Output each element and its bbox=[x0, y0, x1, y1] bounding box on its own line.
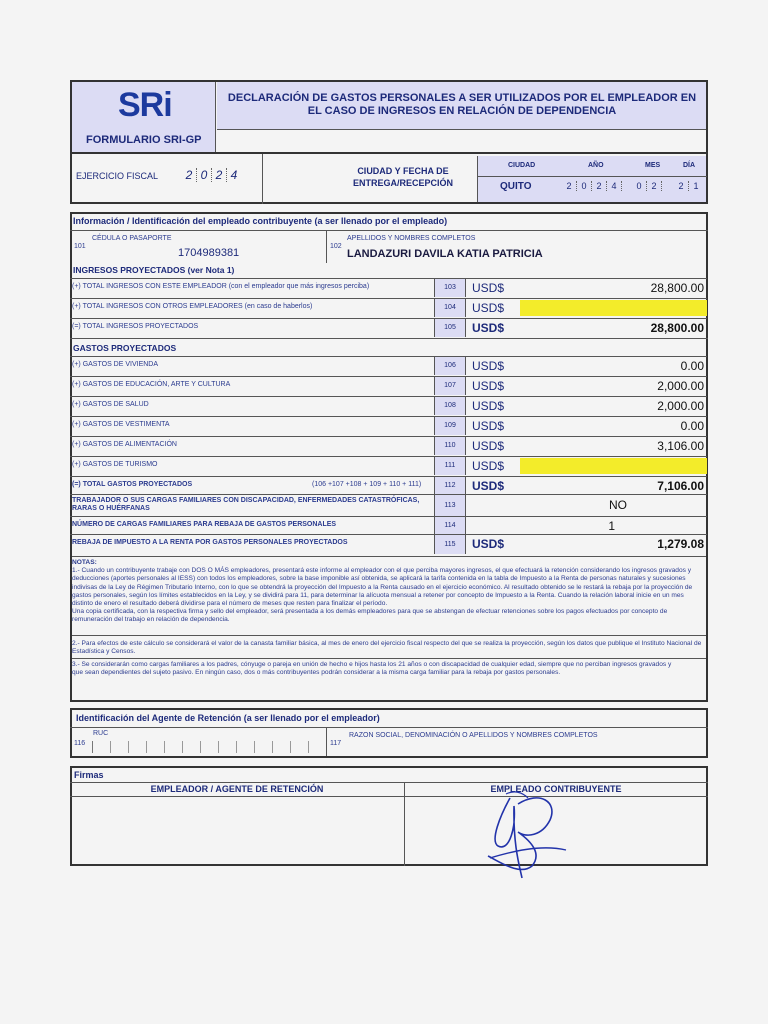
divider bbox=[404, 782, 405, 866]
divider bbox=[72, 658, 706, 659]
digit: 2 bbox=[562, 181, 577, 191]
row-number: 104 bbox=[434, 299, 466, 317]
divider bbox=[70, 782, 708, 783]
row-number: 108 bbox=[434, 397, 466, 415]
row-label: (+) GASTOS DE SALUD bbox=[72, 401, 149, 408]
signatures-section bbox=[70, 766, 708, 866]
digit: 2 bbox=[674, 181, 689, 191]
notes-title: NOTAS: bbox=[72, 559, 97, 566]
field-102: 102 bbox=[330, 243, 342, 250]
divider bbox=[70, 727, 708, 728]
name-value: LANDAZURI DAVILA KATIA PATRICIA bbox=[347, 248, 543, 260]
col-day: DÍA bbox=[683, 162, 696, 169]
field-117: 117 bbox=[330, 740, 342, 747]
signatures-title: Firmas bbox=[74, 770, 104, 780]
row-label: (+) TOTAL INGRESOS CON OTROS EMPLEADORES (en caso de haberlos) bbox=[72, 303, 313, 310]
note-1b: Una copia certificada, con la respectiva firma y sello del empleador, será presentada a los demás empleadores para que se abstengan de efectuar retenciones sobre los pagos efectuados por concepto de remuneración del trabajo en relación de dependencia. bbox=[72, 608, 668, 624]
row-label: (+) GASTOS DE VIVIENDA bbox=[72, 361, 159, 368]
amount: 28,800.00 bbox=[650, 281, 704, 295]
id-label: CÉDULA O PASAPORTE bbox=[92, 235, 172, 242]
amount: 2,000.00 bbox=[657, 399, 704, 413]
divider bbox=[262, 154, 263, 204]
amount: 0.00 bbox=[680, 419, 704, 433]
divider bbox=[70, 338, 708, 339]
amount: 0.00 bbox=[680, 359, 704, 373]
divider bbox=[72, 635, 706, 636]
expenses-section-title: GASTOS PROYECTADOS bbox=[73, 343, 177, 353]
table-row bbox=[70, 476, 707, 495]
currency: USD$ bbox=[472, 399, 505, 413]
row-number: 112 bbox=[434, 477, 466, 495]
table-row bbox=[70, 534, 707, 554]
city-value: QUITO bbox=[500, 181, 532, 192]
employee-section-title: Información / Identificación del empleado contribuyente (a ser llenado por el empleado) bbox=[73, 216, 448, 226]
currency: USD$ bbox=[472, 419, 505, 433]
row-number: 103 bbox=[434, 279, 466, 297]
id-value: 1704989381 bbox=[178, 247, 240, 259]
currency: USD$ bbox=[472, 281, 505, 295]
row-label: NÚMERO DE CARGAS FAMILIARES PARA REBAJA DE GASTOS PERSONALES bbox=[72, 521, 337, 528]
grid-line bbox=[478, 176, 707, 177]
currency: USD$ bbox=[472, 537, 505, 551]
col-city: CIUDAD bbox=[508, 162, 536, 169]
row-label: (+) TOTAL INGRESOS CON ESTE EMPLEADOR (con el empleador que más ingresos perciba) bbox=[72, 283, 370, 290]
table-row bbox=[70, 318, 707, 337]
divider bbox=[326, 728, 327, 756]
name-label: APELLIDOS Y NOMBRES COMPLETOS bbox=[347, 235, 476, 242]
row-number: 114 bbox=[434, 517, 466, 534]
row-number: 106 bbox=[434, 357, 466, 375]
row-number: 111 bbox=[434, 457, 466, 475]
form-title: DECLARACIÓN DE GASTOS PERSONALES A SER UTILIZADOS POR EL EMPLEADOR EN EL CASO DE INGRESOS EN RELACIÓN DE DEPENDENCIA bbox=[227, 92, 697, 117]
disability-value: NO bbox=[609, 498, 627, 512]
table-row bbox=[70, 494, 707, 516]
note-3b: que sean dependientes del sujeto pasivo. En ningún caso, dos o más contribuyentes podrán considerar a la misma carga familiar para la rebaja por gastos personales. bbox=[72, 669, 561, 677]
note-3: 3.- Se considerarán como cargas familiares a los padres, cónyuge o pareja en unión de hecho e hijos hasta los 21 años o con discapacidad de cualquier edad, siempre que no perciban ingresos gravados y bbox=[72, 661, 672, 669]
table-row bbox=[70, 436, 707, 455]
ruc-label: RUC bbox=[93, 730, 109, 737]
field-116: 116 bbox=[74, 740, 86, 747]
digit: 2 bbox=[182, 168, 197, 182]
table-row bbox=[70, 298, 707, 317]
row-label: TRABAJADOR O SUS CARGAS FAMILIARES CON DISCAPACIDAD, ENFERMEDADES CATASTRÓFICAS, RARAS O HUÉRFANAS bbox=[72, 497, 420, 512]
employer-signature-label: EMPLEADOR / AGENTE DE RETENCIÓN bbox=[150, 784, 324, 794]
digit: 1 bbox=[693, 181, 699, 191]
amount: 3,106.00 bbox=[657, 439, 704, 453]
fiscal-year-digits bbox=[182, 168, 241, 182]
table-row bbox=[70, 516, 707, 534]
city-date-grid bbox=[477, 156, 706, 202]
handwritten-signature bbox=[470, 786, 580, 882]
row-label: (+) GASTOS DE TURISMO bbox=[72, 461, 158, 468]
currency: USD$ bbox=[472, 359, 505, 373]
table-row bbox=[70, 376, 707, 395]
city-date-label: CIUDAD Y FECHA DE ENTREGA/RECEPCIÓN bbox=[352, 166, 453, 188]
fiscal-year-label: EJERCICIO FISCAL bbox=[76, 171, 159, 181]
table-row bbox=[70, 416, 707, 435]
currency: USD$ bbox=[472, 321, 505, 335]
table-row bbox=[70, 356, 707, 375]
row-label: (+) GASTOS DE ALIMENTACIÓN bbox=[72, 441, 177, 448]
digit: 0 bbox=[577, 181, 592, 191]
dependents-value: 1 bbox=[608, 519, 615, 533]
row-number: 105 bbox=[434, 319, 466, 337]
row-label: (+) GASTOS DE EDUCACIÓN, ARTE Y CULTURA bbox=[72, 381, 231, 388]
amount: 1,279.08 bbox=[657, 537, 704, 551]
form-name: FORMULARIO SRI-GP bbox=[86, 134, 202, 146]
currency: USD$ bbox=[472, 479, 505, 493]
digit: 4 bbox=[607, 181, 622, 191]
note-1: 1.- Cuando un contribuyente trabaje con DOS O MÁS empleadores, presentará este informe al empleador con el que perciba mayores ingresos, el que efectuará la retención considerando los ingresos gravados y deducciones (aportes personales al IESS) con todos los empleadores, sobre la base imponible así obtenida, se aplicará la tarifa contenida en la tabla de Impuesto a la Renta de personas naturales y sucesiones indivisas de la Ley de Régimen Tributario Interno, con lo que se obtendrá la proyección del Impuesto a la Renta causado en el ejercicio económico. Al resultado obtenido se le restará la rebaja por la proyección de gastos personales, según los límites establecidos en la Ley, y se dividirá para 11, para determinar la alícuota mensual a retener por concepto de Impuesto a la Renta. Cuando la relación laboral inicie en un mes distinto de enero el resultado deberá dividirse para el número de meses que resten para finalizar el período. bbox=[72, 567, 693, 608]
row-number: 107 bbox=[434, 377, 466, 395]
amount: 7,106.00 bbox=[657, 479, 704, 493]
divider bbox=[70, 796, 708, 797]
row-number: 113 bbox=[434, 495, 466, 516]
digit: 2 bbox=[592, 181, 607, 191]
table-row bbox=[70, 456, 707, 475]
field-101: 101 bbox=[74, 243, 86, 250]
employee-signature-label: EMPLEADO CONTRIBUYENTE bbox=[490, 784, 622, 794]
income-section-title: INGRESOS PROYECTADOS (ver Nota 1) bbox=[73, 265, 235, 275]
highlighted-empty-field bbox=[520, 300, 707, 316]
currency: USD$ bbox=[472, 439, 505, 453]
logo-panel bbox=[72, 82, 216, 152]
row-label: (=) TOTAL GASTOS PROYECTADOS bbox=[72, 481, 193, 488]
currency: USD$ bbox=[472, 459, 505, 473]
row-label: (+) GASTOS DE VESTIMENTA bbox=[72, 421, 170, 428]
date-year bbox=[562, 181, 622, 191]
agent-section-title: Identificación del Agente de Retención (a ser llenado por el empleador) bbox=[76, 713, 380, 723]
date-day bbox=[674, 181, 703, 191]
col-year: AÑO bbox=[588, 162, 604, 169]
row-formula: (106 +107 +108 + 109 + 110 + 111) bbox=[312, 481, 422, 488]
digit: 2 bbox=[647, 181, 662, 191]
col-month: MES bbox=[645, 162, 661, 169]
row-number: 110 bbox=[434, 437, 466, 455]
sri-logo: SRi bbox=[118, 86, 172, 124]
digit: 2 bbox=[212, 168, 227, 182]
ruc-boxes bbox=[92, 741, 322, 753]
title-panel bbox=[217, 82, 706, 130]
amount: 28,800.00 bbox=[650, 321, 704, 335]
digit: 0 bbox=[632, 181, 647, 191]
date-month bbox=[632, 181, 662, 191]
agent-name-label: RAZON SOCIAL, DENOMINACIÓN O APELLIDOS Y NOMBRES COMPLETOS bbox=[349, 732, 598, 739]
id-row bbox=[70, 230, 708, 262]
currency: USD$ bbox=[472, 379, 505, 393]
row-label: REBAJA DE IMPUESTO A LA RENTA POR GASTOS PERSONALES PROYECTADOS bbox=[72, 539, 348, 546]
amount: 2,000.00 bbox=[657, 379, 704, 393]
notes bbox=[72, 556, 706, 700]
row-label: (=) TOTAL INGRESOS PROYECTADOS bbox=[72, 323, 199, 330]
row-number: 109 bbox=[434, 417, 466, 435]
currency: USD$ bbox=[472, 301, 505, 315]
highlighted-empty-field bbox=[520, 458, 707, 474]
table-row bbox=[70, 396, 707, 415]
row-number: 115 bbox=[434, 535, 466, 554]
digit: 0 bbox=[197, 168, 212, 182]
table-row bbox=[70, 278, 707, 297]
divider bbox=[326, 231, 327, 263]
digit: 4 bbox=[230, 168, 238, 182]
note-2: 2.- Para efectos de este cálculo se considerará el valor de la canasta familiar básica, al mes de enero del ejercicio fiscal respecto del que se realiza la proyección, según los datos que publique el Instituto Nacional de Estadística y Censos. bbox=[72, 639, 702, 655]
